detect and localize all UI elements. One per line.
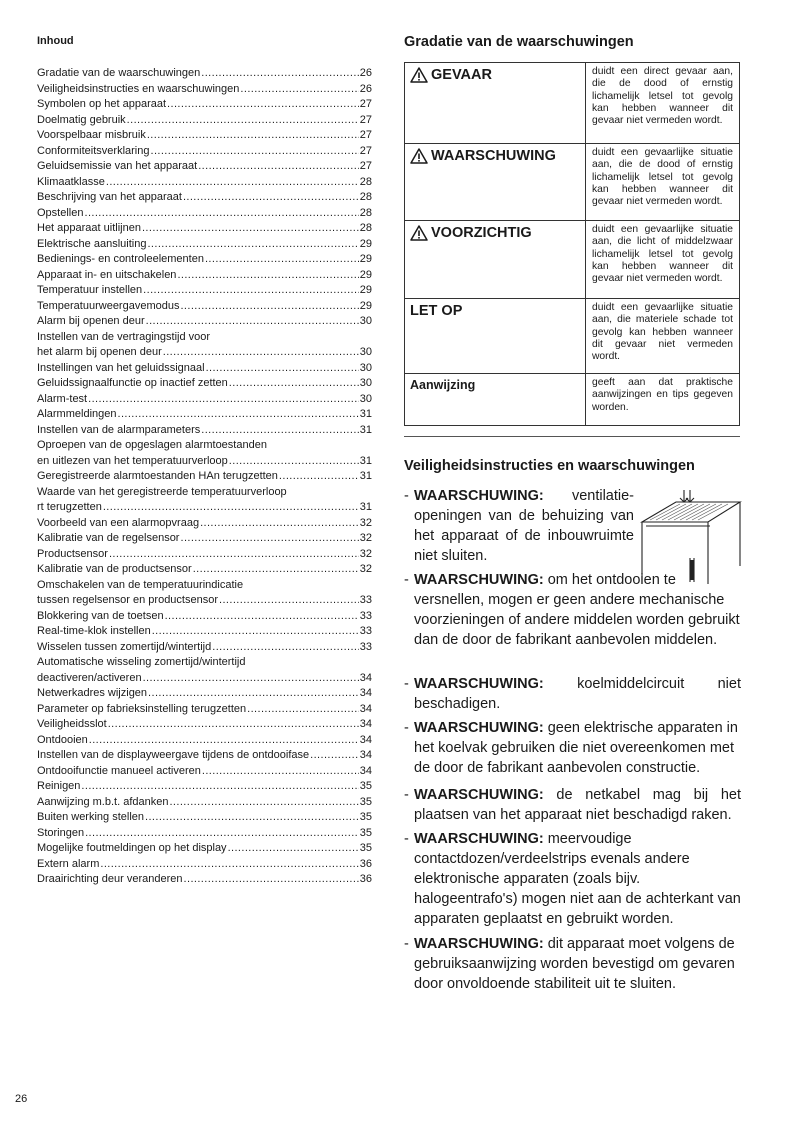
toc-entry-title: en uitlezen van het temperatuurverloop bbox=[37, 454, 228, 467]
toc-entry-title: Instellingen van het geluidssignaal bbox=[37, 361, 205, 374]
toc-leader-dots bbox=[183, 190, 359, 206]
toc-entry-title: Extern alarm bbox=[37, 857, 100, 870]
toc-leader-dots bbox=[117, 407, 358, 423]
toc-entry bbox=[37, 810, 372, 826]
table-row bbox=[405, 221, 740, 299]
toc-entry-title: Veiligheidsslot bbox=[37, 718, 107, 730]
section-divider bbox=[404, 436, 740, 437]
toc-entry bbox=[37, 593, 372, 609]
gradation-title: Gradatie van de waarschuwingen bbox=[404, 34, 634, 50]
toc-leader-dots bbox=[146, 314, 359, 330]
safety-item: - WAARSCHUWING: meervoudige contactdozen/verdeelstrips evenals andere elektronische apparaten (zoals bijv. halogeentrafo's) mogen niet aan de achterkant van apparaten geplaatst en gebruikt worden. bbox=[404, 831, 741, 927]
toc-entry-title: Instellen van de displayweergave tijdens de ontdooifase bbox=[37, 749, 310, 761]
toc-entry bbox=[37, 702, 372, 718]
toc-entry-page: 35 bbox=[359, 842, 372, 854]
toc-leader-dots bbox=[180, 531, 358, 547]
toc-entry bbox=[37, 268, 372, 284]
toc-entry-title: Alarm bij openen deur bbox=[37, 315, 145, 327]
toc-entry-title: Conformiteitsverklaring bbox=[37, 144, 150, 157]
toc-entry-title: Instellen van de alarmparameters bbox=[37, 423, 201, 436]
toc-entry bbox=[37, 841, 372, 857]
gradation-description: geeft aan dat praktische aanwijzingen en tips gegeven worden. bbox=[586, 374, 740, 426]
toc-leader-dots bbox=[247, 702, 359, 718]
toc-leader-dots bbox=[177, 268, 358, 284]
appliance-ventilation-illustration bbox=[636, 484, 742, 584]
safety-item: - WAARSCHUWING: de netkabel mag bij het plaatsen van het apparaat niet beschadigd raken. bbox=[404, 787, 742, 823]
toc-subheading: Instellen van de vertragingstijd voor bbox=[37, 330, 211, 343]
toc-leader-dots bbox=[85, 826, 359, 842]
page-number: 26 bbox=[15, 1093, 28, 1105]
toc-entry-page: 34 bbox=[359, 671, 372, 684]
toc-entry-title: Voorspelbaar misbruik bbox=[37, 129, 146, 141]
toc-leader-dots bbox=[84, 206, 358, 222]
gradation-label: WAARSCHUWING bbox=[431, 148, 556, 164]
toc-entry-title: Apparaat in- en uitschakelen bbox=[37, 268, 177, 281]
gradation-label: VOORZICHTIG bbox=[431, 225, 532, 241]
toc-entry-page: 36 bbox=[359, 873, 372, 885]
toc-leader-dots bbox=[152, 624, 359, 640]
toc-entry bbox=[37, 237, 372, 253]
toc-entry bbox=[37, 454, 372, 470]
toc-entry-page: 29 bbox=[359, 284, 372, 296]
toc-entry-title: Temperatuur instellen bbox=[37, 284, 143, 296]
toc-entry-title: Netwerkadres wijzigen bbox=[37, 687, 148, 699]
toc-entry bbox=[37, 175, 372, 191]
toc-leader-dots bbox=[184, 872, 359, 888]
toc-subheading: Omschakelen van de temperatuurindicatie bbox=[37, 578, 244, 591]
toc-entry-title: Gradatie van de waarschuwingen bbox=[37, 67, 201, 79]
toc-leader-dots bbox=[167, 97, 359, 113]
toc-leader-dots bbox=[89, 733, 359, 749]
toc-entry bbox=[37, 671, 372, 687]
toc-entry-page: 31 bbox=[359, 408, 372, 420]
toc-leader-dots bbox=[202, 764, 359, 780]
toc-subheading: Automatische wisseling zomertijd/wintertijd bbox=[37, 656, 246, 668]
toc-entry-page: 30 bbox=[359, 392, 372, 405]
toc-entry-page: 31 bbox=[359, 423, 372, 436]
toc-entry bbox=[37, 144, 372, 160]
toc-entry bbox=[37, 469, 372, 485]
safety-item: - WAARSCHUWING: geen elektrische apparaten in het koelvak gebruiken die niet overeenkomen met de door de fabrikant aanbevolen constructie. bbox=[404, 720, 738, 776]
toc-leader-dots bbox=[228, 841, 359, 857]
toc-leader-dots bbox=[180, 299, 358, 315]
toc-entry bbox=[37, 764, 372, 780]
toc-entry bbox=[37, 345, 372, 361]
toc-entry-title: Kalibratie van de regelsensor bbox=[37, 532, 180, 544]
gradation-description: duidt een direct gevaar aan, die de dood of ernstig lichamelijk letsel tot gevolg kan hebben wanneer dit gevaar niet vermeden wordt. bbox=[586, 63, 740, 144]
toc-entry-page: 32 bbox=[359, 547, 372, 560]
toc-entry bbox=[37, 423, 372, 439]
toc-leader-dots bbox=[212, 640, 359, 656]
toc-entry-title: Geluidssignaalfunctie op inactief zetten bbox=[37, 377, 228, 389]
toc-entry bbox=[37, 779, 372, 795]
toc-entry-page: 35 bbox=[359, 826, 372, 839]
toc-entry-page: 27 bbox=[359, 160, 372, 172]
toc-leader-dots bbox=[165, 609, 359, 625]
toc-entry-title: Draairichting deur veranderen bbox=[37, 873, 183, 885]
toc-entry-page: 30 bbox=[359, 346, 372, 358]
toc-leader-dots bbox=[169, 795, 358, 811]
toc-entry bbox=[37, 221, 372, 237]
toc-entry bbox=[37, 562, 372, 578]
toc-leader-dots bbox=[205, 252, 359, 268]
toc-entry bbox=[37, 407, 372, 423]
gradation-description: duidt een gevaarlijke situatie aan, die de dood of ernstig lichamelijk letsel tot gevolg kan hebben wanneer dit gevaar niet vermeden wordt. bbox=[586, 144, 740, 221]
toc-leader-dots bbox=[145, 810, 359, 826]
toc-entry-page: 27 bbox=[359, 113, 372, 126]
toc-entry-title: Parameter op fabrieksinstelling terugzetten bbox=[37, 702, 247, 715]
toc-entry-title: Klimaatklasse bbox=[37, 175, 105, 188]
toc-entry-page: 36 bbox=[359, 857, 372, 870]
toc-entry-title: Productsensor bbox=[37, 547, 108, 560]
toc-entry-page: 26 bbox=[359, 67, 372, 79]
safety-item: - WAARSCHUWING: om het ontdooien te versnellen, mogen er geen andere mechanische voorzieningen of andere middelen worden gebruikt dan de door de fabrikant aanbevolen middelen. bbox=[404, 572, 740, 648]
toc-entry-title: Voorbeeld van een alarmopvraag bbox=[37, 516, 200, 529]
toc-entry bbox=[37, 857, 372, 873]
toc-entry bbox=[37, 748, 372, 764]
safety-title: Veiligheidsinstructies en waarschuwingen bbox=[404, 458, 695, 474]
toc-entry-page: 31 bbox=[359, 501, 372, 513]
toc-entry-title: Kalibratie van de productsensor bbox=[37, 563, 192, 575]
safety-item: - WAARSCHUWING: dit apparaat moet volgens de gebruiksaanwijzing worden bevestigd om gevaren door onvoldoende stabiliteit uit te sluiten. bbox=[404, 936, 735, 992]
table-row bbox=[405, 63, 740, 144]
toc-entry-page: 33 bbox=[359, 609, 372, 622]
toc-entry bbox=[37, 190, 372, 206]
toc-subheading: Waarde van het geregistreerde temperatuurverloop bbox=[37, 485, 287, 498]
toc-entry bbox=[37, 872, 372, 888]
toc-entry-title: Alarmmeldingen bbox=[37, 408, 117, 420]
toc-entry bbox=[37, 206, 372, 222]
toc-entry-title: het alarm bij openen deur bbox=[37, 346, 162, 358]
toc-entry-page: 31 bbox=[359, 454, 372, 467]
toc-leader-dots bbox=[103, 500, 359, 516]
toc-leader-dots bbox=[229, 454, 359, 470]
toc-entry bbox=[37, 252, 372, 268]
toc-entry-title: Reinigen bbox=[37, 780, 81, 792]
toc-entry bbox=[37, 686, 372, 702]
toc-entry-page: 27 bbox=[359, 129, 372, 141]
toc-entry-page: 35 bbox=[359, 795, 372, 808]
toc-entry-page: 34 bbox=[359, 749, 372, 761]
toc-entry-title: Real-time-klok instellen bbox=[37, 625, 151, 637]
toc-entry-page: 28 bbox=[359, 206, 372, 219]
toc-entry-title: Doelmatig gebruik bbox=[37, 113, 126, 126]
toc-entry-title: Opstellen bbox=[37, 206, 84, 219]
toc-entry-page: 28 bbox=[359, 191, 372, 203]
toc-entry-page: 34 bbox=[359, 733, 372, 746]
toc-entry-title: rt terugzetten bbox=[37, 501, 102, 513]
toc-entry-page: 33 bbox=[359, 640, 372, 653]
warning-triangle-icon bbox=[410, 67, 428, 83]
toc-leader-dots bbox=[142, 221, 359, 237]
toc-entry-page: 33 bbox=[359, 625, 372, 637]
toc-entry-title: Geregistreerde alarmtoestanden HAn terugzetten bbox=[37, 470, 278, 482]
toc-entry bbox=[37, 531, 372, 547]
toc-entry-title: tussen regelsensor en productsensor bbox=[37, 594, 218, 606]
toc-entry bbox=[37, 516, 372, 532]
toc-leader-dots bbox=[163, 345, 359, 361]
toc-leader-dots bbox=[206, 361, 359, 377]
toc-leader-dots bbox=[219, 593, 359, 609]
toc-leader-dots bbox=[109, 547, 359, 563]
toc-leader-dots bbox=[147, 128, 359, 144]
toc-entry-page: 26 bbox=[359, 82, 372, 95]
toc-entry-page: 34 bbox=[359, 702, 372, 715]
warning-gradation-table bbox=[404, 62, 740, 426]
toc-leader-dots bbox=[148, 686, 359, 702]
toc-leader-dots bbox=[201, 423, 359, 439]
toc-entry-page: 34 bbox=[359, 764, 372, 777]
toc-leader-dots bbox=[143, 671, 359, 687]
toc-entry bbox=[37, 299, 372, 315]
toc-leader-dots bbox=[81, 779, 358, 795]
toc-leader-dots bbox=[150, 144, 358, 160]
toc-entry-title: Beschrijving van het apparaat bbox=[37, 191, 182, 203]
toc-entry-title: Het apparaat uitlijnen bbox=[37, 222, 141, 234]
toc-entry bbox=[37, 97, 372, 113]
toc-entry-page: 29 bbox=[359, 299, 372, 312]
toc-entry-page: 30 bbox=[359, 315, 372, 327]
toc-entry-page: 33 bbox=[359, 594, 372, 606]
toc-entry bbox=[37, 826, 372, 842]
gradation-description: duidt een gevaarlijke situatie aan, die materiele schade tot gevolg kan hebben wanneer dit gevaar niet vermeden wordt. bbox=[586, 299, 740, 374]
toc-entry-title: Alarm-test bbox=[37, 392, 88, 405]
toc-entry-title: Buiten werking stellen bbox=[37, 811, 145, 823]
toc-entry-page: 32 bbox=[359, 563, 372, 575]
toc-entry-title: Bedienings- en controleelementen bbox=[37, 253, 204, 265]
toc-entry-page: 34 bbox=[359, 687, 372, 699]
toc-leader-dots bbox=[198, 159, 359, 175]
toc-leader-dots bbox=[100, 857, 358, 873]
toc-entry-page: 32 bbox=[359, 532, 372, 544]
table-row bbox=[405, 299, 740, 374]
toc-subheading: Oproepen van de opgeslagen alarmtoestanden bbox=[37, 439, 267, 451]
toc-entry-page: 27 bbox=[359, 144, 372, 157]
toc-entry-title: Symbolen op het apparaat bbox=[37, 98, 167, 110]
warning-triangle-icon bbox=[410, 225, 428, 241]
toc-entry-title: deactiveren/activeren bbox=[37, 671, 142, 684]
table-row bbox=[405, 374, 740, 426]
toc-entry bbox=[37, 547, 372, 563]
toc-leader-dots bbox=[200, 516, 359, 532]
toc-entry-title: Aanwijzing m.b.t. afdanken bbox=[37, 795, 169, 808]
toc-entry-title: Storingen bbox=[37, 826, 85, 839]
toc-leader-dots bbox=[310, 748, 359, 764]
toc-entry bbox=[37, 361, 372, 377]
toc-entry-page: 28 bbox=[359, 222, 372, 234]
toc-entry bbox=[37, 717, 372, 733]
safety-item: - WAARSCHUWING: ventilatie-openingen van de behuizing van het apparaat of de inbouwruimte niet sluiten. bbox=[404, 488, 634, 564]
toc-entry bbox=[37, 795, 372, 811]
gradation-label: Aanwijzing bbox=[405, 374, 586, 426]
warning-triangle-icon bbox=[410, 148, 428, 164]
toc-entry-title: Ontdooien bbox=[37, 733, 88, 746]
toc-entry-page: 34 bbox=[359, 718, 372, 730]
toc-entry-page: 29 bbox=[359, 237, 372, 250]
toc-entry bbox=[37, 159, 372, 175]
toc-leader-dots bbox=[240, 82, 358, 98]
toc-entry bbox=[37, 640, 372, 656]
toc-entry-page: 31 bbox=[359, 470, 372, 482]
toc-entry bbox=[37, 283, 372, 299]
toc-leader-dots bbox=[193, 562, 359, 578]
gradation-label: LET OP bbox=[405, 299, 586, 374]
toc-entry-page: 29 bbox=[359, 268, 372, 281]
toc-leader-dots bbox=[108, 717, 359, 733]
toc-entry-title: Veiligheidsinstructies en waarschuwingen bbox=[37, 82, 240, 95]
toc-leader-dots bbox=[229, 376, 359, 392]
toc-entry-title: Wisselen tussen zomertijd/wintertijd bbox=[37, 640, 212, 653]
toc-entry bbox=[37, 113, 372, 129]
toc-entry-title: Geluidsemissie van het apparaat bbox=[37, 160, 198, 172]
toc-title: Inhoud bbox=[37, 35, 74, 47]
toc-leader-dots bbox=[143, 283, 359, 299]
toc-entry-page: 35 bbox=[359, 780, 372, 792]
toc-entry bbox=[37, 314, 372, 330]
toc-entry-page: 30 bbox=[359, 361, 372, 374]
toc-entry-page: 29 bbox=[359, 253, 372, 265]
gradation-description: duidt een gevaarlijke situatie aan, die licht of middelzwaar lichamelijk letsel tot gevolg kan hebben wanneer dit gevaar niet vermeden wordt. bbox=[586, 221, 740, 299]
toc-leader-dots bbox=[106, 175, 359, 191]
toc-entry-page: 27 bbox=[359, 98, 372, 110]
toc-entry-page: 28 bbox=[359, 175, 372, 188]
toc-entry-title: Mogelijke foutmeldingen op het display bbox=[37, 842, 227, 854]
toc-entry bbox=[37, 82, 372, 98]
toc-entry-page: 30 bbox=[359, 377, 372, 389]
toc-entry-title: Elektrische aansluiting bbox=[37, 237, 147, 250]
toc-entry-page: 32 bbox=[359, 516, 372, 529]
toc-entry bbox=[37, 733, 372, 749]
toc-leader-dots bbox=[127, 113, 359, 129]
gradation-label: GEVAAR bbox=[431, 67, 492, 83]
toc-leader-dots bbox=[201, 66, 358, 82]
toc-entry bbox=[37, 392, 372, 408]
toc-entry-page: 35 bbox=[359, 811, 372, 823]
table-row bbox=[405, 144, 740, 221]
toc-entry-title: Ontdooifunctie manueel activeren bbox=[37, 764, 201, 777]
toc-entry bbox=[37, 128, 372, 144]
toc-entry bbox=[37, 500, 372, 516]
toc-entry bbox=[37, 624, 372, 640]
toc-entry bbox=[37, 376, 372, 392]
toc-leader-dots bbox=[279, 469, 359, 485]
table-of-contents bbox=[37, 66, 372, 888]
safety-item: - WAARSCHUWING: koelmiddelcircuit niet beschadigen. bbox=[404, 676, 741, 712]
toc-entry-title: Blokkering van de toetsen bbox=[37, 609, 164, 622]
toc-entry-title: Temperatuurweergavemodus bbox=[37, 299, 180, 312]
toc-entry bbox=[37, 609, 372, 625]
toc-leader-dots bbox=[88, 392, 359, 408]
toc-entry bbox=[37, 66, 372, 82]
toc-leader-dots bbox=[147, 237, 358, 253]
